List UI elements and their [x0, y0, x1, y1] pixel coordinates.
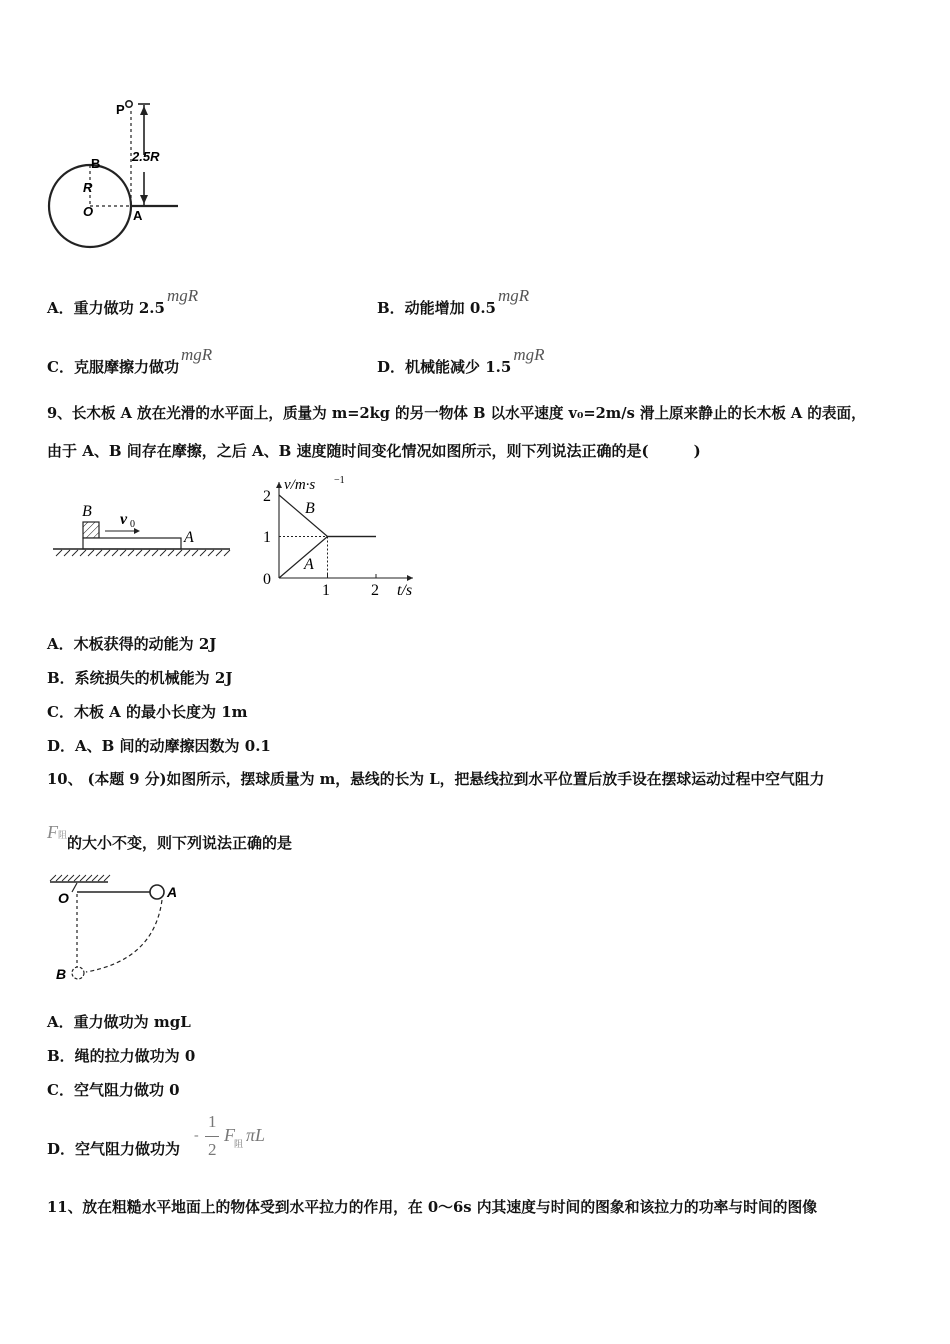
- tick-label-y1: 1: [263, 529, 271, 546]
- label-r: R: [83, 180, 93, 195]
- label-b: B: [56, 966, 67, 982]
- ceiling-hatch: [50, 875, 110, 881]
- label-b: B: [91, 156, 101, 171]
- q10-option-a[interactable]: A．重力做功为 mgL: [47, 1013, 191, 1031]
- q11-stem-line1: 11、放在粗糙水平地面上的物体受到水平拉力的作用，在 0～6s 内其速度与时间的图象和该拉力的功率与时间的图像: [47, 1199, 818, 1216]
- stem-text: 的大小不变，则下列说法正确的是: [67, 834, 293, 852]
- series-label-b: B: [305, 500, 315, 517]
- tick-label-x1: 1: [322, 582, 330, 599]
- x-axis-arrow-icon: [407, 575, 413, 581]
- q10-option-d-formula: [194, 1112, 284, 1164]
- minus-sign: -: [194, 1128, 199, 1143]
- bob-a: [150, 885, 164, 899]
- q9-stem-line1: 9、长木板 A 放在光滑的水平面上，质量为 m=2kg 的另一物体 B 以水平速度 v₀=2m/s 滑上原来静止的长木板 A 的表面，: [47, 405, 866, 422]
- x-axis-label: t/s: [397, 582, 413, 599]
- y-axis-label-sup: −1: [334, 475, 345, 486]
- q9-option-c[interactable]: C．木板 A 的最小长度为 1m: [47, 703, 248, 721]
- q9-stem-line2: 由于 A、B 间存在摩擦，之后 A、B 速度随时间变化情况如图所示，则下列说法正确的是( ): [47, 442, 701, 460]
- label-v0: v: [120, 511, 128, 528]
- math-mgr: mgR: [498, 286, 530, 305]
- q9-option-b[interactable]: B．系统损失的机械能为 2J: [47, 669, 233, 687]
- f-subscript: 阻: [234, 1139, 244, 1149]
- q10-option-b[interactable]: B．绳的拉力做功为 0: [47, 1047, 196, 1065]
- block-b: [83, 522, 99, 538]
- label-a: A: [184, 529, 194, 546]
- velocity-time-chart: [255, 472, 430, 604]
- q8-option-a[interactable]: [47, 286, 199, 318]
- q8-option-d[interactable]: [377, 345, 545, 377]
- swing-path: [86, 900, 162, 972]
- series-line-b: [279, 495, 376, 537]
- q9-option-d[interactable]: D．A、B 间的动摩擦因数为 0.1: [47, 737, 271, 755]
- fraction-denominator: 2: [208, 1140, 217, 1159]
- option-text: D．空气阻力做功为: [47, 1140, 181, 1158]
- y-axis-arrow-icon: [276, 482, 282, 488]
- label-b: B: [82, 503, 92, 520]
- q9-option-a[interactable]: A．木板获得的动能为 2J: [47, 635, 217, 653]
- arrow-down-icon: [140, 195, 148, 204]
- option-text: C．克服摩擦力做功: [47, 358, 179, 376]
- f-symbol: F: [224, 1125, 235, 1145]
- label-o: O: [58, 890, 69, 906]
- label-p: P: [116, 102, 125, 117]
- fraction-bar: [205, 1136, 219, 1137]
- math-mgr: mgR: [513, 345, 545, 364]
- y-axis-label: v/m·s: [284, 477, 316, 493]
- q10-option-d[interactable]: [47, 1139, 180, 1159]
- fraction-numerator: 1: [208, 1112, 217, 1131]
- figure-board-block: [50, 496, 235, 566]
- tick-label-y2: 2: [263, 488, 271, 505]
- label-v0-sub: 0: [130, 519, 135, 530]
- option-text: A．重力做功 2.5: [47, 299, 165, 317]
- q10-option-c[interactable]: C．空气阻力做功 0: [47, 1081, 180, 1099]
- ground-hatch: [56, 550, 230, 556]
- math-mgr: mgR: [180, 345, 213, 364]
- figure-circular-track: [40, 95, 190, 255]
- figure-pendulum: [42, 872, 192, 990]
- label-a: A: [167, 884, 178, 900]
- q10-stem-line1: 10、 (本题 9 分)如图所示，摆球质量为 m，悬线的长为 L，把悬线拉到水平位置后放手设在摆球运动过程中空气阻力: [47, 771, 825, 788]
- tick-label-x2: 2: [371, 582, 379, 599]
- point-p-marker: [126, 101, 132, 107]
- option-text: D．机械能减少 1.5: [377, 358, 512, 376]
- board-a: [83, 538, 181, 549]
- pi-l: πL: [246, 1125, 266, 1145]
- f-symbol: F阻: [47, 822, 68, 842]
- q8-option-b[interactable]: [377, 286, 530, 318]
- q10-stem-line2: [47, 822, 293, 856]
- arrow-up-icon: [140, 106, 148, 115]
- q8-option-c[interactable]: [47, 345, 213, 377]
- label-a: A: [133, 208, 143, 223]
- series-label-a: A: [304, 556, 314, 573]
- label-o: O: [83, 204, 94, 219]
- bob-b: [72, 967, 84, 979]
- label-height: 2.5R: [132, 149, 160, 164]
- math-mgr: mgR: [166, 286, 199, 305]
- tick-label-y0: 0: [263, 571, 271, 588]
- option-text: B．动能增加 0.5: [377, 299, 496, 317]
